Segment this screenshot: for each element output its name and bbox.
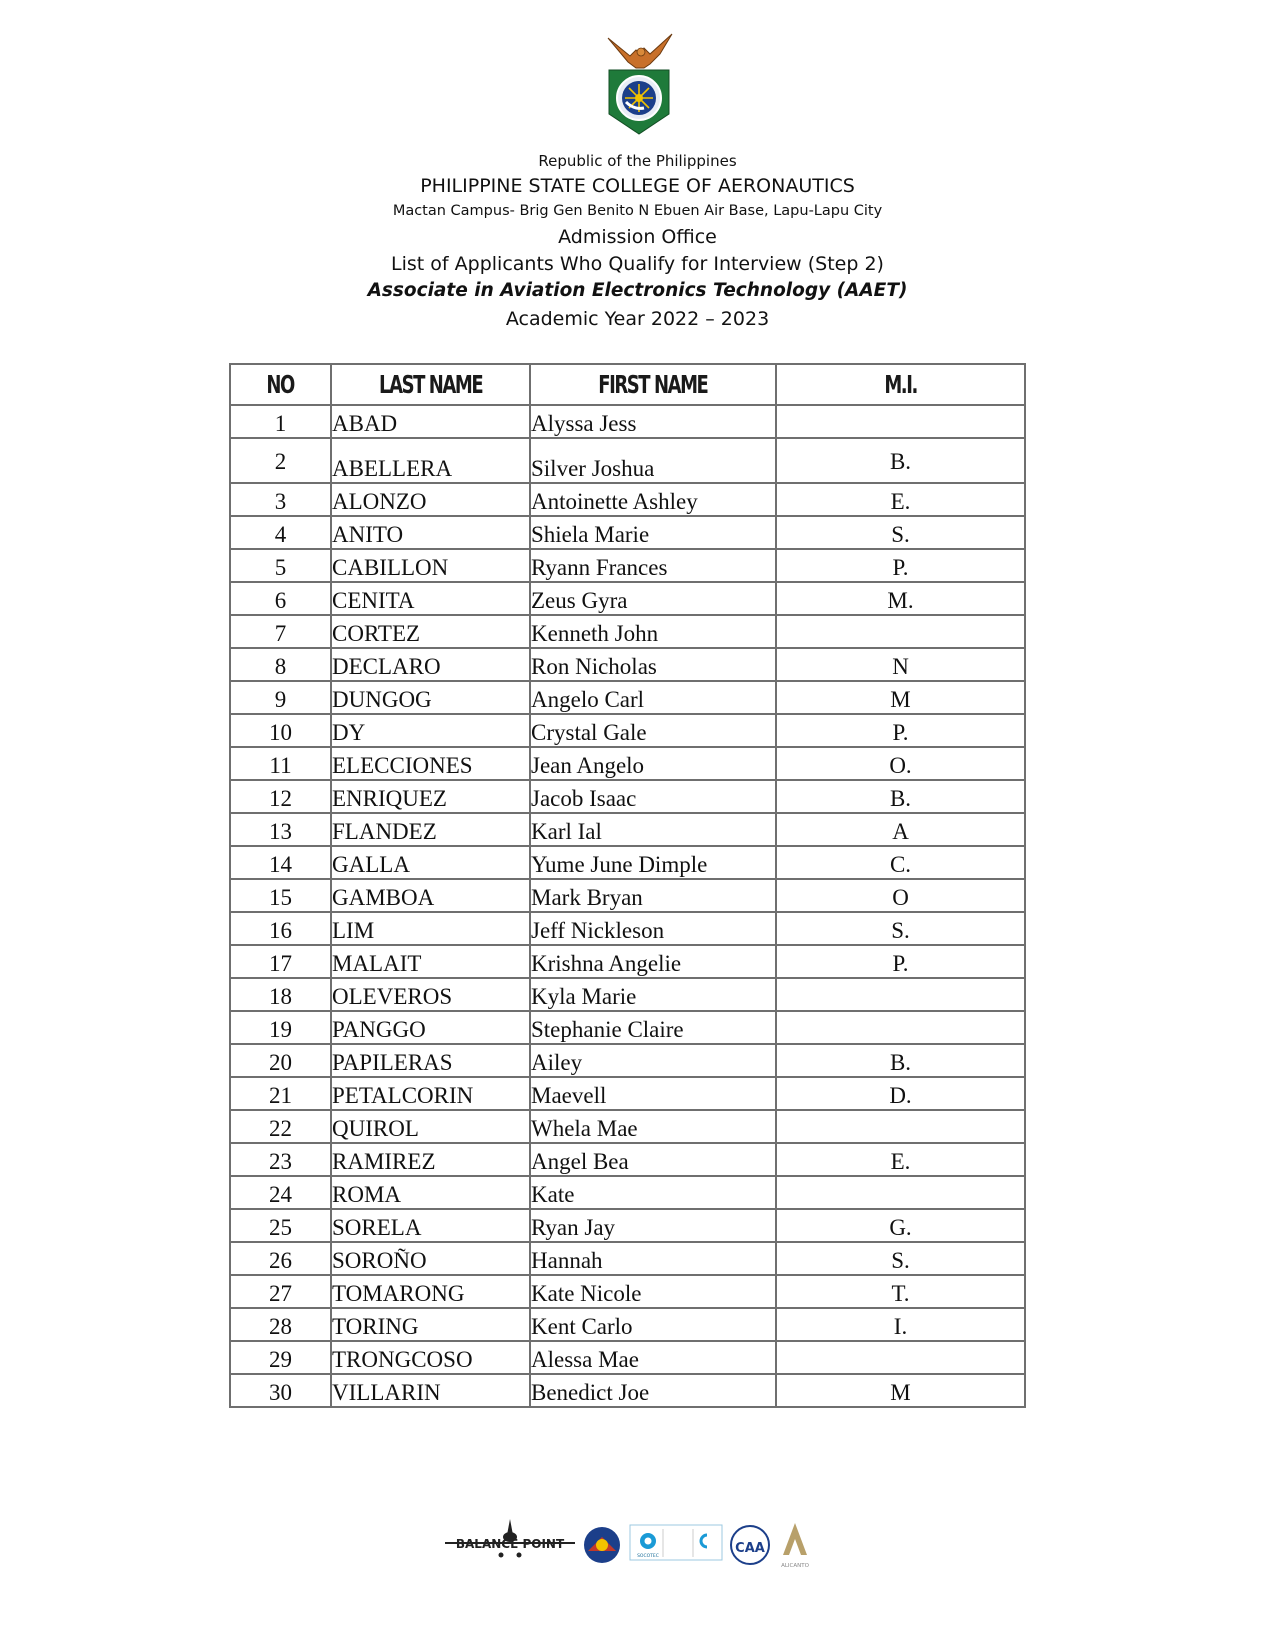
table-row: [230, 1341, 1025, 1374]
cell-last-name: CABILLON: [331, 549, 530, 582]
table-row: [230, 483, 1025, 516]
table-row: [230, 846, 1025, 879]
cell-first-name: Alessa Mae: [530, 1341, 776, 1374]
table-row: [230, 1044, 1025, 1077]
table-row: [230, 945, 1025, 978]
cell-last-name: MALAIT: [331, 945, 530, 978]
balance-point-logo: [445, 1519, 575, 1558]
cell-middle-initial: [776, 405, 1025, 438]
cell-middle-initial: [776, 1176, 1025, 1209]
cell-last-name: PETALCORIN: [331, 1077, 530, 1110]
cell-no: 7: [230, 615, 331, 648]
cell-middle-initial: B.: [776, 1044, 1025, 1077]
cell-no: 3: [230, 483, 331, 516]
cell-first-name: Kate Nicole: [530, 1275, 776, 1308]
cell-last-name: SOROÑO: [331, 1242, 530, 1275]
cell-middle-initial: P.: [776, 714, 1025, 747]
cell-no: 21: [230, 1077, 331, 1110]
cell-no: 5: [230, 549, 331, 582]
cell-last-name: TOMARONG: [331, 1275, 530, 1308]
cell-last-name: DUNGOG: [331, 681, 530, 714]
cell-first-name: Ryann Frances: [530, 549, 776, 582]
cell-first-name: Kyla Marie: [530, 978, 776, 1011]
cell-middle-initial: [776, 1011, 1025, 1044]
cell-middle-initial: I.: [776, 1308, 1025, 1341]
column-header-first-name: FIRST NAME: [530, 364, 776, 405]
cell-middle-initial: C.: [776, 846, 1025, 879]
cell-middle-initial: O: [776, 879, 1025, 912]
cell-middle-initial: P.: [776, 549, 1025, 582]
cell-no: 4: [230, 516, 331, 549]
cell-no: 18: [230, 978, 331, 1011]
table-row: [230, 879, 1025, 912]
cell-first-name: Benedict Joe: [530, 1374, 776, 1407]
svg-text:BALANCE POINT: BALANCE POINT: [455, 1537, 565, 1551]
cell-last-name: LIM: [331, 912, 530, 945]
table-row: [230, 681, 1025, 714]
cell-last-name: GALLA: [331, 846, 530, 879]
table-row: [230, 582, 1025, 615]
cell-no: 24: [230, 1176, 331, 1209]
cell-first-name: Angelo Carl: [530, 681, 776, 714]
cell-first-name: Jean Angelo: [530, 747, 776, 780]
column-header-last-name: LAST NAME: [331, 364, 530, 405]
cell-no: 1: [230, 405, 331, 438]
table-row: [230, 516, 1025, 549]
cell-middle-initial: [776, 615, 1025, 648]
cell-first-name: Stephanie Claire: [530, 1011, 776, 1044]
college-name: PHILIPPINE STATE COLLEGE OF AERONAUTICS: [420, 175, 855, 197]
cell-first-name: Whela Mae: [530, 1110, 776, 1143]
svg-text:ALICANTO: ALICANTO: [781, 1563, 809, 1569]
cell-last-name: TRONGCOSO: [331, 1341, 530, 1374]
cell-first-name: Kenneth John: [530, 615, 776, 648]
cell-last-name: ABELLERA: [331, 438, 530, 483]
cell-no: 17: [230, 945, 331, 978]
cell-no: 28: [230, 1308, 331, 1341]
cell-first-name: Ryan Jay: [530, 1209, 776, 1242]
program-name: Associate in Aviation Electronics Technology (AAET): [367, 280, 908, 301]
cell-no: 6: [230, 582, 331, 615]
cell-first-name: Ailey: [530, 1044, 776, 1077]
cell-middle-initial: B.: [776, 438, 1025, 483]
cell-middle-initial: A: [776, 813, 1025, 846]
cell-last-name: ANITO: [331, 516, 530, 549]
cell-no: 23: [230, 1143, 331, 1176]
table-row: [230, 780, 1025, 813]
table-row: [230, 1011, 1025, 1044]
campus-address: Mactan Campus- Brig Gen Benito N Ebuen Air Base, Lapu-Lapu City: [392, 203, 883, 219]
cell-first-name: Antoinette Ashley: [530, 483, 776, 516]
table-body: [230, 405, 1025, 1407]
cell-first-name: Shiela Marie: [530, 516, 776, 549]
table-row: [230, 1275, 1025, 1308]
table-row: [230, 615, 1025, 648]
cell-first-name: Yume June Dimple: [530, 846, 776, 879]
cell-last-name: CENITA: [331, 582, 530, 615]
cell-last-name: RAMIREZ: [331, 1143, 530, 1176]
cell-first-name: Hannah: [530, 1242, 776, 1275]
table-row: [230, 1242, 1025, 1275]
cell-first-name: Angel Bea: [530, 1143, 776, 1176]
cell-middle-initial: [776, 1110, 1025, 1143]
cell-no: 20: [230, 1044, 331, 1077]
cell-last-name: DECLARO: [331, 648, 530, 681]
cell-middle-initial: T.: [776, 1275, 1025, 1308]
table-row: [230, 813, 1025, 846]
philippine-seal-logo: [584, 1527, 620, 1563]
table-row: [230, 747, 1025, 780]
cell-last-name: PANGGO: [331, 1011, 530, 1044]
table-row: [230, 1176, 1025, 1209]
cell-last-name: QUIROL: [331, 1110, 530, 1143]
cell-no: 11: [230, 747, 331, 780]
cell-last-name: CORTEZ: [331, 615, 530, 648]
cell-no: 19: [230, 1011, 331, 1044]
cell-no: 15: [230, 879, 331, 912]
college-seal-logo: [600, 28, 678, 138]
cell-no: 26: [230, 1242, 331, 1275]
cell-middle-initial: P.: [776, 945, 1025, 978]
cell-first-name: Silver Joshua: [530, 438, 776, 483]
cell-middle-initial: [776, 978, 1025, 1011]
table-row: [230, 1077, 1025, 1110]
cell-middle-initial: S.: [776, 912, 1025, 945]
table-row: [230, 1143, 1025, 1176]
cell-last-name: ABAD: [331, 405, 530, 438]
cell-first-name: Kate: [530, 1176, 776, 1209]
cell-no: 10: [230, 714, 331, 747]
cell-last-name: SORELA: [331, 1209, 530, 1242]
table-row: [230, 549, 1025, 582]
column-header-no: NO: [230, 364, 331, 405]
table-row: [230, 405, 1025, 438]
cell-middle-initial: E.: [776, 1143, 1025, 1176]
cell-first-name: Jacob Isaac: [530, 780, 776, 813]
cell-no: 9: [230, 681, 331, 714]
cell-last-name: OLEVEROS: [331, 978, 530, 1011]
cell-middle-initial: N: [776, 648, 1025, 681]
cell-first-name: Crystal Gale: [530, 714, 776, 747]
cell-no: 25: [230, 1209, 331, 1242]
cell-no: 12: [230, 780, 331, 813]
document-title: List of Applicants Who Qualify for Interview (Step 2): [391, 253, 884, 275]
cell-middle-initial: D.: [776, 1077, 1025, 1110]
cell-no: 2: [230, 438, 331, 483]
cell-last-name: ENRIQUEZ: [331, 780, 530, 813]
cell-middle-initial: M: [776, 681, 1025, 714]
partner-logos: [445, 1515, 825, 1575]
cell-middle-initial: O.: [776, 747, 1025, 780]
caa-logo: [731, 1526, 769, 1564]
table-row: [230, 1110, 1025, 1143]
cell-middle-initial: G.: [776, 1209, 1025, 1242]
cell-no: 14: [230, 846, 331, 879]
office-name: Admission Office: [558, 226, 717, 248]
table-row: [230, 1374, 1025, 1407]
cell-middle-initial: E.: [776, 483, 1025, 516]
table-row: [230, 912, 1025, 945]
cell-no: 22: [230, 1110, 331, 1143]
table-row: [230, 1209, 1025, 1242]
applicants-table: [229, 363, 1026, 1408]
cell-no: 27: [230, 1275, 331, 1308]
table-row: [230, 1308, 1025, 1341]
cell-first-name: Maevell: [530, 1077, 776, 1110]
cell-no: 16: [230, 912, 331, 945]
svg-text:CAA: CAA: [735, 1541, 765, 1556]
cell-last-name: DY: [331, 714, 530, 747]
cell-no: 29: [230, 1341, 331, 1374]
cell-last-name: ALONZO: [331, 483, 530, 516]
table-row: [230, 714, 1025, 747]
cell-middle-initial: S.: [776, 1242, 1025, 1275]
republic-line: Republic of the Philippines: [538, 152, 737, 170]
socotec-logo: [630, 1525, 722, 1560]
table-header-row: [230, 364, 1025, 405]
cell-first-name: Zeus Gyra: [530, 582, 776, 615]
cell-middle-initial: S.: [776, 516, 1025, 549]
cell-middle-initial: M.: [776, 582, 1025, 615]
svg-text:SOCOTEC: SOCOTEC: [637, 1554, 659, 1559]
table-row: [230, 648, 1025, 681]
alicanto-logo: [781, 1523, 810, 1569]
cell-middle-initial: M: [776, 1374, 1025, 1407]
cell-first-name: Krishna Angelie: [530, 945, 776, 978]
cell-last-name: FLANDEZ: [331, 813, 530, 846]
cell-last-name: ROMA: [331, 1176, 530, 1209]
cell-no: 8: [230, 648, 331, 681]
column-header-mi: M.I.: [776, 364, 1025, 405]
cell-last-name: ELECCIONES: [331, 747, 530, 780]
cell-first-name: Ron Nicholas: [530, 648, 776, 681]
cell-middle-initial: B.: [776, 780, 1025, 813]
cell-first-name: Mark Bryan: [530, 879, 776, 912]
cell-first-name: Kent Carlo: [530, 1308, 776, 1341]
cell-last-name: GAMBOA: [331, 879, 530, 912]
cell-no: 13: [230, 813, 331, 846]
table-row: [230, 978, 1025, 1011]
table-row: [230, 438, 1025, 483]
cell-last-name: TORING: [331, 1308, 530, 1341]
cell-last-name: VILLARIN: [331, 1374, 530, 1407]
cell-first-name: Alyssa Jess: [530, 405, 776, 438]
cell-middle-initial: [776, 1341, 1025, 1374]
cell-first-name: Karl Ial: [530, 813, 776, 846]
cell-no: 30: [230, 1374, 331, 1407]
cell-first-name: Jeff Nickleson: [530, 912, 776, 945]
cell-last-name: PAPILERAS: [331, 1044, 530, 1077]
eagle-icon: [608, 34, 672, 68]
academic-year: Academic Year 2022 – 2023: [505, 308, 770, 330]
